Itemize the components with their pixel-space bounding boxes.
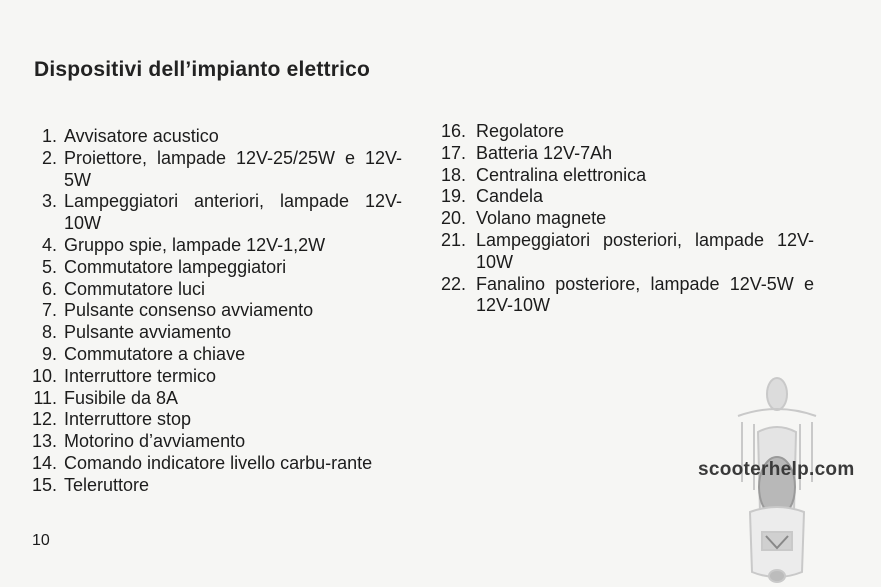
item-number: 22. — [440, 273, 466, 294]
item-number: 14. — [31, 452, 57, 473]
item-number: 15. — [31, 474, 57, 495]
item-text: Volano magnete — [476, 208, 607, 229]
list-item — [30, 475, 402, 497]
item-text: Avvisatore acustico — [64, 126, 219, 146]
item-text: Pulsante avviamento — [64, 322, 232, 343]
item-text: Teleruttore — [64, 474, 150, 495]
item-text: Centralina elettronica — [476, 164, 647, 185]
item-text: Lampeggiatori posteriori, lampade 12V-10W — [476, 229, 814, 272]
item-number: 8. — [41, 322, 57, 343]
list-item — [30, 191, 402, 235]
list-item — [30, 148, 402, 192]
watermark-text: scooterhelp.com — [698, 459, 855, 480]
item-number: 2. — [41, 147, 57, 168]
list-item — [30, 388, 402, 410]
item-text: Interruttore termico — [64, 365, 217, 386]
item-number: 6. — [41, 278, 57, 299]
list-item — [30, 366, 402, 388]
page-title: Dispositivi dell’impianto elettrico — [34, 58, 371, 81]
item-text: Fanalino posteriore, lampade 12V-5W e 12V-10W — [476, 273, 814, 316]
list-item — [432, 230, 814, 274]
item-text: Commutatore a chiave — [64, 343, 246, 364]
item-number: 1. — [41, 126, 57, 146]
item-number: 13. — [31, 431, 57, 452]
item-text: Batteria 12V-7Ah — [476, 142, 613, 163]
list-item — [30, 431, 402, 453]
item-text: Motorino d’avviamento — [64, 431, 246, 452]
item-text: Commutatore lampeggiatori — [64, 256, 287, 277]
component-list-right — [432, 121, 814, 317]
list-item — [432, 208, 814, 230]
item-number: 21. — [440, 229, 466, 250]
list-item — [432, 274, 814, 318]
item-text: Comando indicatore livello carbu-rante — [64, 452, 373, 473]
list-item — [30, 409, 402, 431]
item-text: Proiettore, lampade 12V-25/25W e 12V-5W — [64, 147, 402, 190]
list-item — [30, 453, 402, 475]
item-text: Gruppo spie, lampade 12V-1,2W — [64, 234, 326, 255]
list-item — [30, 344, 402, 366]
item-number: 7. — [41, 300, 57, 321]
item-number: 9. — [41, 343, 57, 364]
item-number: 18. — [440, 164, 466, 185]
list-item — [30, 235, 402, 257]
item-number: 16. — [440, 121, 466, 141]
list-item — [432, 121, 814, 143]
list-item — [30, 279, 402, 301]
list-item — [30, 300, 402, 322]
component-list-left — [30, 126, 402, 497]
list-item — [432, 143, 814, 165]
item-text: Interruttore stop — [64, 409, 192, 430]
page-number: 10 — [32, 532, 50, 549]
item-number: 11. — [33, 387, 57, 408]
item-number: 4. — [41, 234, 57, 255]
item-text: Regolatore — [476, 121, 565, 141]
item-number: 5. — [41, 256, 57, 277]
item-number: 19. — [440, 186, 466, 207]
list-item — [432, 186, 814, 208]
list-item — [30, 322, 402, 344]
list-item — [432, 165, 814, 187]
item-number: 3. — [41, 191, 57, 212]
item-number: 10. — [31, 365, 57, 386]
item-text: Candela — [476, 186, 544, 207]
list-item — [30, 257, 402, 279]
item-text: Commutatore luci — [64, 278, 206, 299]
list-item — [30, 126, 402, 148]
item-number: 12. — [31, 409, 57, 430]
item-number: 20. — [440, 208, 466, 229]
item-number: 17. — [440, 142, 466, 163]
item-text: Lampeggiatori anteriori, lampade 12V-10W — [64, 191, 402, 234]
item-text: Pulsante consenso avviamento — [64, 300, 314, 321]
item-text: Fusibile da 8A — [64, 387, 179, 408]
